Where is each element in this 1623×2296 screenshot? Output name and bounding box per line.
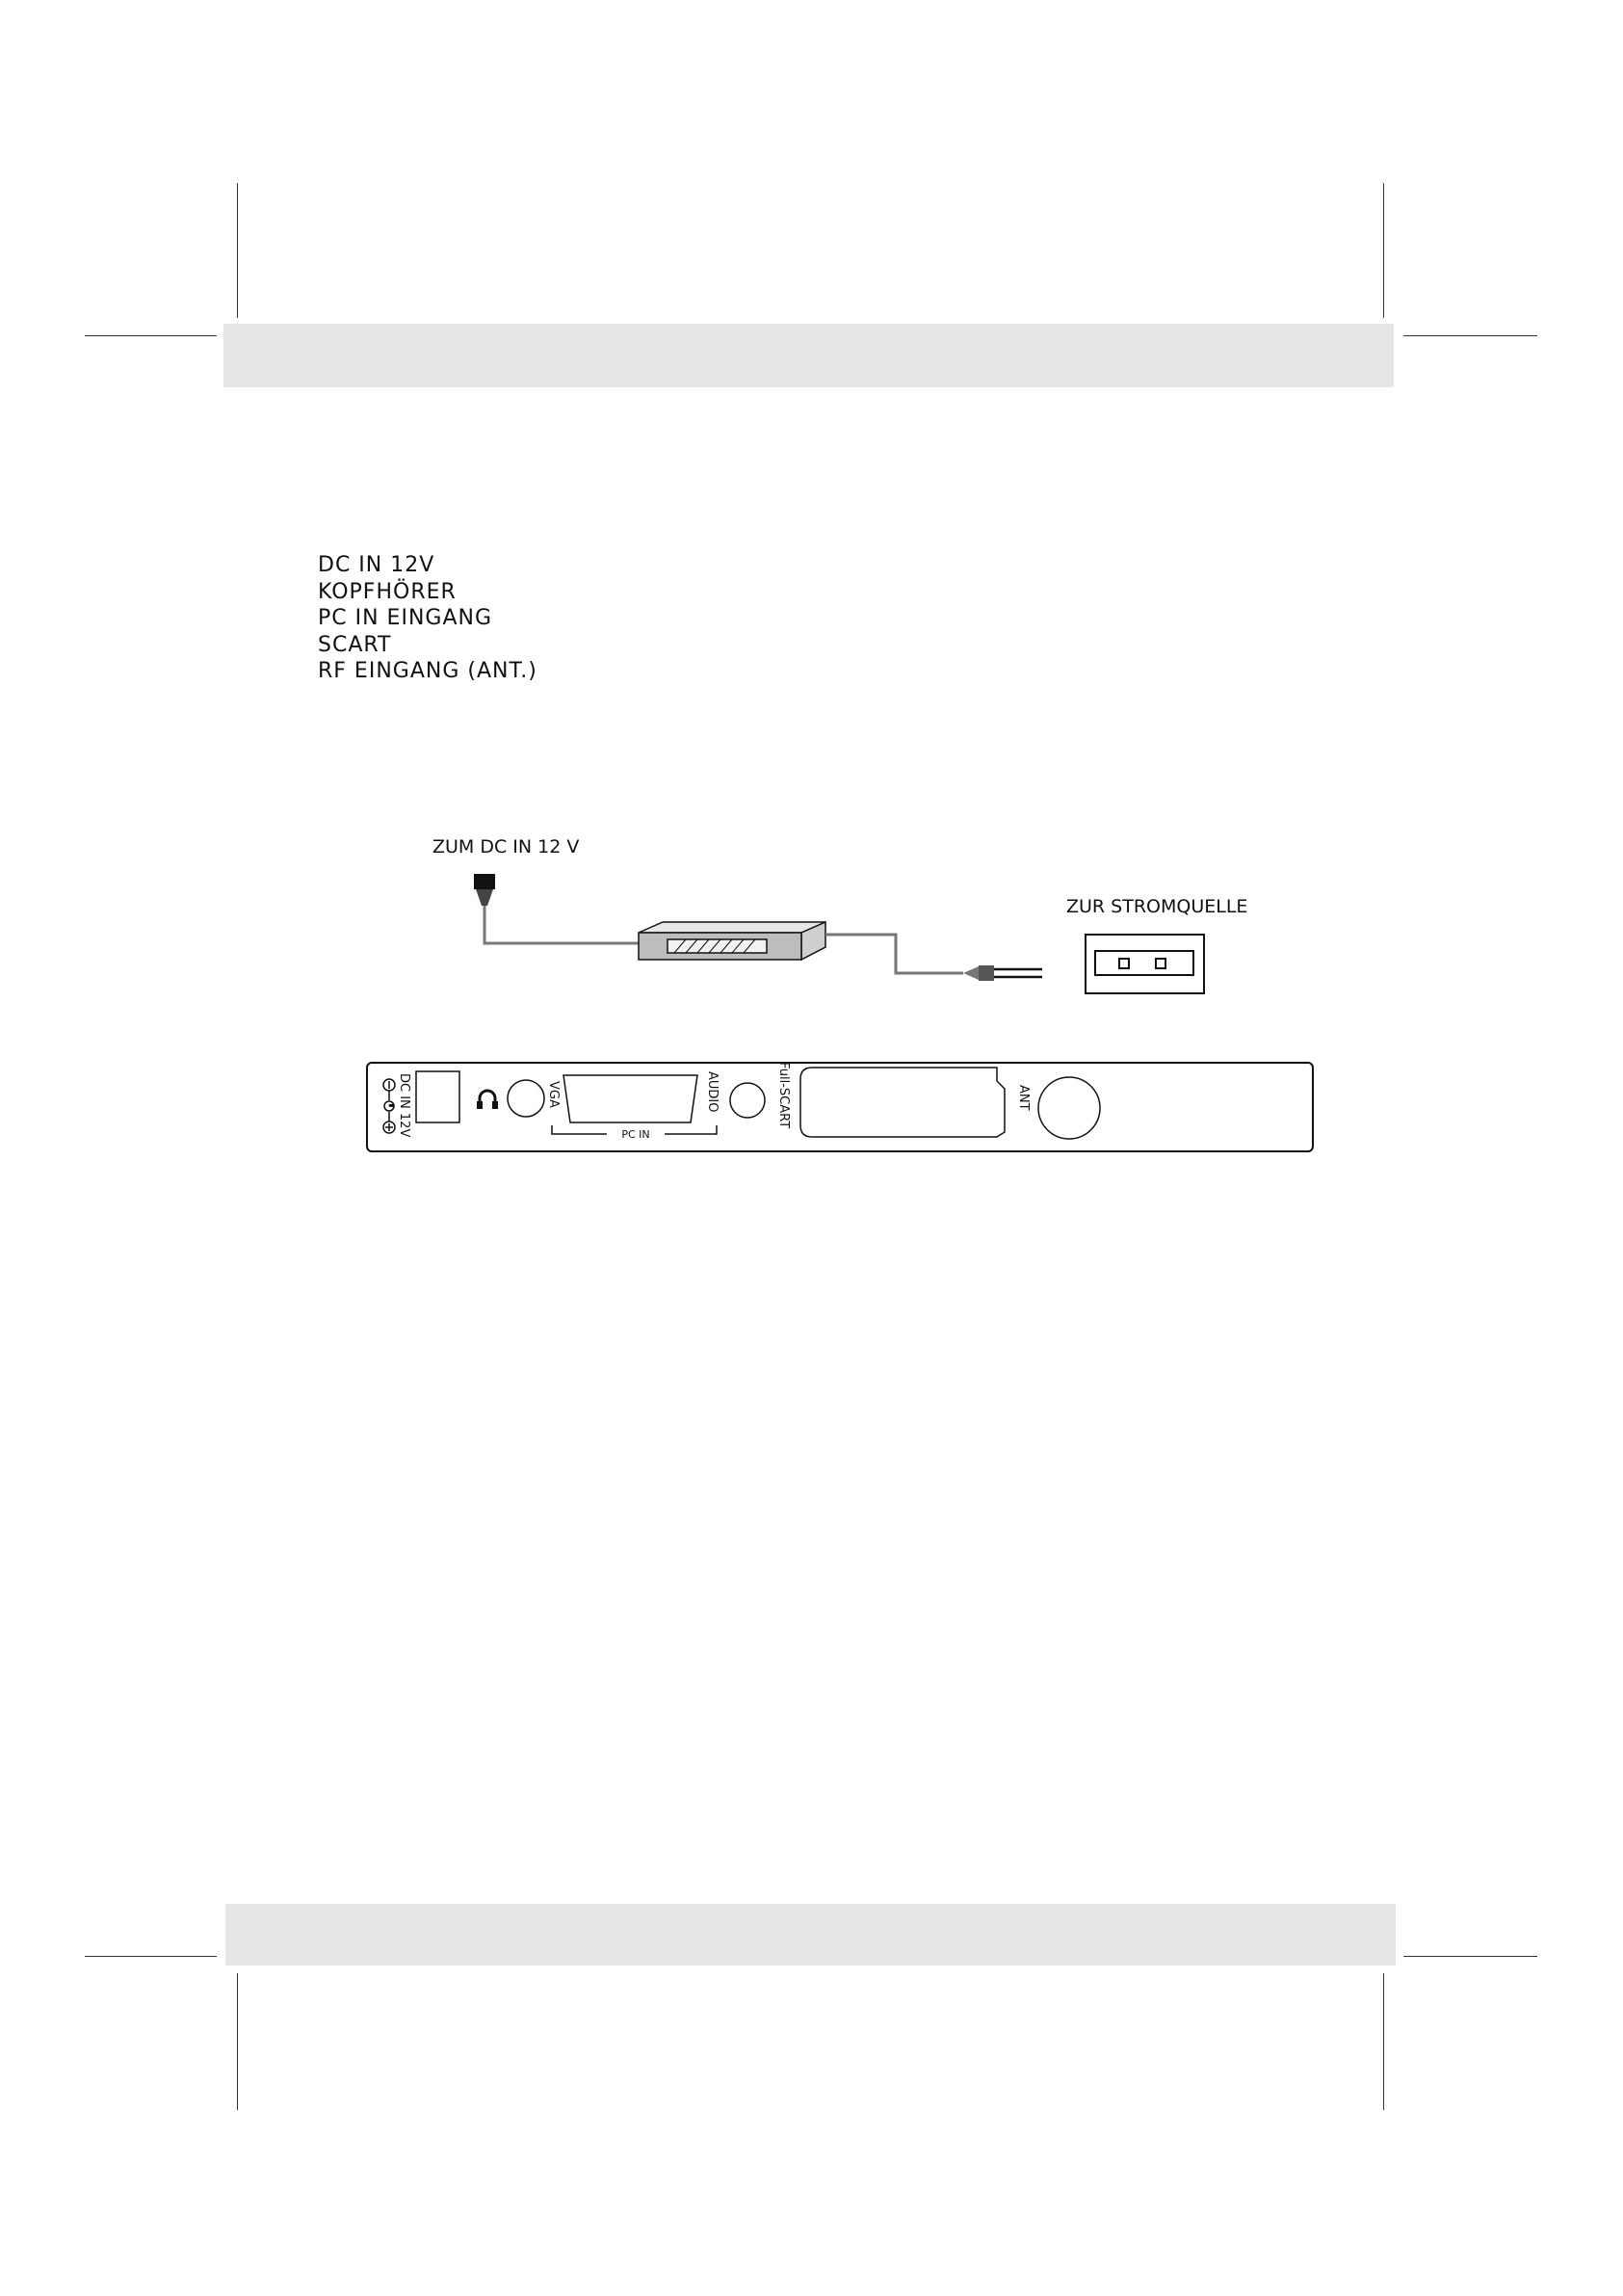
crop-mark-bottom-right-vertical: [1383, 1973, 1384, 2110]
audio-jack: [730, 1083, 765, 1118]
ant-label: ANT: [1016, 1085, 1031, 1111]
pc-in-label: PC IN: [621, 1128, 650, 1141]
scart-label: Full-SCART: [776, 1062, 791, 1129]
scart-connector: [800, 1068, 1005, 1137]
vga-label: VGA: [546, 1081, 561, 1108]
power-adapter-diagram: [0, 0, 1623, 1060]
crop-mark-bottom-right-horizontal: [1403, 1956, 1537, 1957]
dc-cable: [484, 906, 639, 943]
legend-item-headphones: KOPFHÖRER: [318, 579, 457, 604]
dc-polarity-symbol: [383, 1079, 395, 1133]
dc-in-label: DC IN 12V: [397, 1073, 411, 1138]
crop-mark-bottom-left-horizontal: [85, 1956, 217, 1957]
dc-plug-icon: [474, 874, 495, 906]
footer-band: [225, 1904, 1396, 1966]
audio-label: AUDIO: [705, 1071, 720, 1113]
to-dc-in-label: ZUM DC IN 12 V: [432, 836, 580, 858]
dc-in-jack: [416, 1071, 459, 1122]
legend-item-scart: SCART: [318, 632, 392, 657]
headphone-jack: [508, 1080, 544, 1117]
rear-connector-panel: [366, 1060, 1316, 1156]
antenna-connector: [1038, 1077, 1100, 1139]
vga-connector: [563, 1075, 697, 1122]
mains-cable: [825, 935, 963, 973]
legend-item-dc-in: DC IN 12V: [318, 553, 435, 577]
adapter-box-icon: [639, 922, 825, 960]
power-outlet-icon: [1086, 935, 1204, 993]
legend-item-rf-input: RF EINGANG (ANT.): [318, 659, 537, 683]
to-power-source-label: ZUR STROMQUELLE: [1066, 896, 1248, 917]
legend-item-pc-in: PC IN EINGANG: [318, 606, 493, 630]
crop-mark-bottom-left-vertical: [237, 1973, 238, 2110]
mains-plug-icon: [963, 965, 1042, 981]
